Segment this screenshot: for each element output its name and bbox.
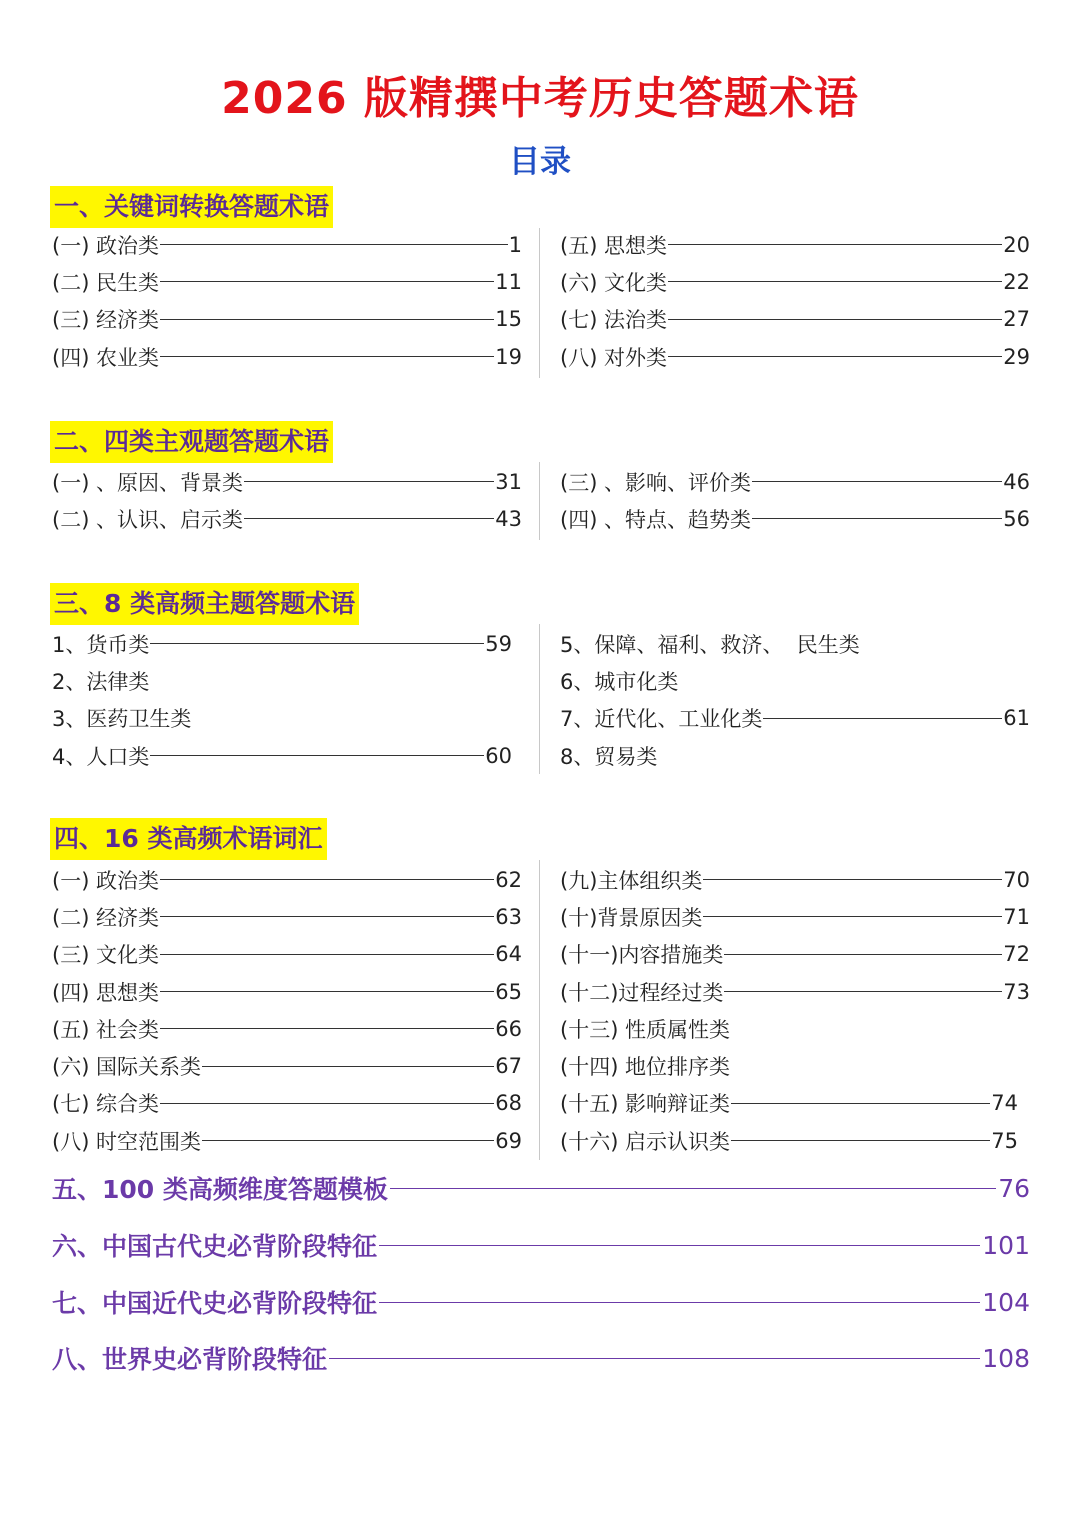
section-heading-4[interactable]: 四、16 类高频术语词汇	[50, 818, 327, 860]
toc-entry[interactable]: (八) 对外类 29	[560, 344, 1030, 370]
section-1-left-column	[52, 226, 522, 375]
toc-entry[interactable]: (三) 经济类 15	[52, 307, 522, 333]
column-divider	[539, 860, 540, 1160]
section-heading-3[interactable]: 三、8 类高频主题答题术语	[50, 583, 359, 625]
toc-entry[interactable]: (十四) 地位排序类	[560, 1055, 731, 1080]
toc-heading: 目录	[509, 144, 571, 180]
toc-entry[interactable]: (六) 国际关系类 67	[52, 1054, 522, 1080]
toc-entry[interactable]: (四) 、特点、趋势类 56	[560, 506, 1030, 532]
toc-entry[interactable]: (二) 、认识、启示类 43	[52, 506, 522, 532]
toc-entry[interactable]: 4、人口类 60	[52, 743, 512, 769]
section-4-left-column	[52, 861, 522, 1159]
toc-entry[interactable]: (三) 文化类 64	[52, 942, 522, 968]
section-heading-1[interactable]: 一、关键词转换答题术语	[50, 186, 333, 228]
toc-entry[interactable]: 2、法律类	[52, 669, 150, 694]
toc-entry[interactable]: 3、医药卫生类	[52, 707, 192, 732]
toc-major-entry-8[interactable]: 八、世界史必背阶段特征 108	[52, 1343, 1030, 1374]
toc-entry[interactable]: (四) 思想类 65	[52, 979, 522, 1005]
toc-entry[interactable]: (十三) 性质属性类	[560, 1017, 731, 1042]
toc-entry[interactable]: 5、保障、福利、救济、 民生类	[560, 632, 860, 657]
column-divider	[539, 462, 540, 540]
section-2-left-column	[52, 463, 522, 538]
toc-entry[interactable]: (十六) 启示认识类 75	[560, 1128, 1018, 1154]
toc-entry[interactable]: (六) 文化类 22	[560, 269, 1030, 295]
toc-entry[interactable]: (一) 政治类 1	[52, 232, 522, 258]
toc-entry[interactable]: (二) 经济类 63	[52, 904, 522, 930]
section-heading-2[interactable]: 二、四类主观题答题术语	[50, 421, 333, 463]
toc-entry[interactable]: (一) 政治类 62	[52, 867, 522, 893]
toc-entry[interactable]: (三) 、影响、评价类 46	[560, 469, 1030, 495]
toc-entry[interactable]: 1、货币类 59	[52, 631, 512, 657]
toc-entry[interactable]: (七) 法治类 27	[560, 307, 1030, 333]
toc-entry[interactable]: (十)背景原因类 71	[560, 904, 1030, 930]
toc-entry[interactable]: (四) 农业类 19	[52, 344, 522, 370]
column-divider	[539, 228, 540, 378]
toc-major-entry-5[interactable]: 五、100 类高频维度答题模板 76	[52, 1173, 1030, 1204]
toc-entry[interactable]: (九)主体组织类 70	[560, 867, 1030, 893]
toc-entry[interactable]: (二) 民生类 11	[52, 269, 522, 295]
toc-entry[interactable]: (十二)过程经过类 73	[560, 979, 1030, 1005]
toc-entry[interactable]: (十五) 影响辩证类 74	[560, 1091, 1018, 1117]
toc-entry[interactable]: 8、贸易类	[560, 744, 658, 769]
toc-major-entry-7[interactable]: 七、中国近代史必背阶段特征 104	[52, 1287, 1030, 1318]
toc-major-entry-6[interactable]: 六、中国古代史必背阶段特征 101	[52, 1230, 1030, 1261]
toc-entry[interactable]: 7、近代化、工业化类 61	[560, 706, 1030, 732]
toc-entry[interactable]: (七) 综合类 68	[52, 1091, 522, 1117]
section-3-left-column	[52, 625, 512, 774]
toc-entry[interactable]: (五) 社会类 66	[52, 1016, 522, 1042]
toc-entry[interactable]: (一) 、原因、背景类 31	[52, 469, 522, 495]
section-3-right-column	[560, 625, 1030, 774]
toc-entry[interactable]: (五) 思想类 20	[560, 232, 1030, 258]
column-divider	[539, 624, 540, 774]
section-1-right-column	[560, 226, 1030, 375]
toc-entry[interactable]: 6、城市化类	[560, 669, 679, 694]
toc-entry[interactable]: (八) 时空范围类 69	[52, 1128, 522, 1154]
section-4-right-column	[560, 861, 1030, 1159]
document-title: 2026 版精撰中考历史答题术语	[221, 73, 859, 124]
section-2-right-column	[560, 463, 1030, 538]
toc-entry[interactable]: (十一)内容措施类 72	[560, 942, 1030, 968]
